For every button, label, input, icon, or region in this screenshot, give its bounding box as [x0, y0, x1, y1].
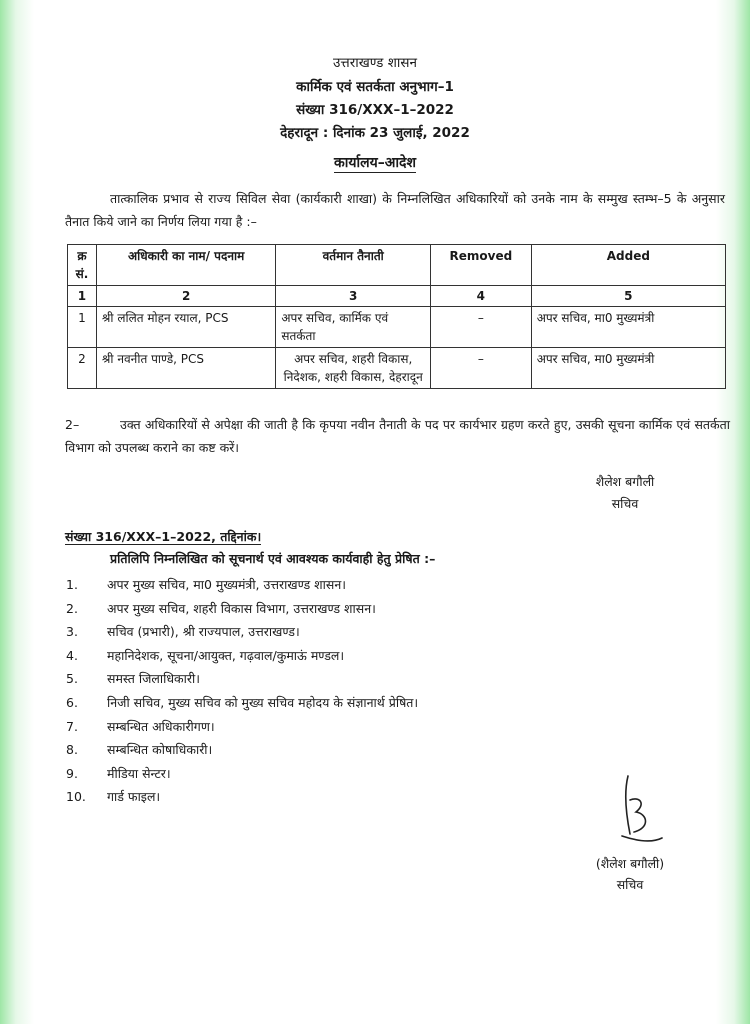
order-title: कार्यालय–आदेश [334, 155, 416, 171]
table-cell: – [431, 307, 532, 348]
list-item-text: निजी सचिव, मुख्य सचिव को मुख्य सचिव महोदय के संज्ञानार्थ प्रेषित। [107, 694, 419, 710]
list-item-text: गार्ड फाइल। [107, 789, 161, 805]
list-item-number: 6. [66, 694, 78, 710]
list-item-text: महानिदेशक, सूचना/आयुक्त, गढ़वाल/कुमाऊं मण्डल। [107, 647, 345, 663]
table-cell: अपर सचिव, मा0 मुख्यमंत्री [531, 307, 725, 348]
list-item-number: 5. [66, 671, 78, 687]
table-header-cell: वर्तमान तैनाती [276, 245, 431, 286]
table-cell: 1 [68, 307, 97, 348]
posting-table [67, 244, 726, 389]
list-item [66, 738, 418, 762]
table-header-cell: अधिकारी का नाम/ पदनाम [96, 245, 275, 286]
order-paragraph-1: तात्कालिक प्रभाव से राज्य सिविल सेवा (कार्यकारी शाखा) के निम्नलिखित अधिकारियों को उनके नाम के सम्मुख स्तम्भ–5 के अनुसार तैनात किये जाने का निर्णय लिया गया है :– [65, 191, 725, 229]
list-item-text: अपर मुख्य सचिव, मा0 मुख्यमंत्री, उत्तराखण्ड शासन। [107, 577, 347, 592]
signatory-designation: सचिव [616, 877, 644, 892]
signatory-designation: सचिव [611, 496, 639, 511]
list-item-text: सम्बन्धित कोषाधिकारी। [107, 742, 213, 758]
list-item-number: 9. [66, 765, 78, 781]
list-item-text: सम्बन्धित अधिकारीगण। [107, 718, 215, 734]
list-item [66, 691, 418, 715]
table-column-number-row [68, 286, 726, 307]
list-item [66, 597, 418, 621]
list-item [66, 620, 418, 644]
list-item [66, 785, 418, 809]
list-item-text: सचिव (प्रभारी), श्री राज्यपाल, उत्तराखण्ड। [107, 624, 300, 640]
table-cell: श्री ललित मोहन रयाल, PCS [96, 307, 275, 348]
header-government: उत्तराखण्ड शासन [332, 55, 417, 71]
list-item-number: 2. [66, 600, 78, 616]
table-cell: 2 [68, 348, 97, 389]
reference-number: संख्या 316/XXX–1–2022, तद्दिनांक। [65, 529, 262, 544]
list-item [66, 667, 418, 691]
list-item-number: 7. [66, 718, 78, 734]
table-cell: अपर सचिव, कार्मिक एवं सतर्कता [276, 307, 431, 348]
list-item-text: मीडिया सेन्टर। [107, 765, 171, 781]
list-item [66, 644, 418, 668]
list-item-number: 10. [66, 789, 86, 805]
column-number: 1 [68, 286, 97, 307]
header-date: देहरादून : दिनांक 23 जुलाई, 2022 [280, 125, 470, 141]
table-cell: अपर सचिव, शहरी विकास, निदेशक, शहरी विकास, देहरादून [276, 348, 431, 389]
paragraph-number: 2– [65, 417, 80, 432]
order-paragraph-2 [65, 413, 730, 459]
column-number: 4 [431, 286, 532, 307]
list-item-number: 3. [66, 624, 78, 640]
table-cell: अपर सचिव, मा0 मुख्यमंत्री [531, 348, 725, 389]
paragraph-text: उक्त अधिकारियों से अपेक्षा की जाती है कि कृपया नवीन तैनाती के पद पर कार्यभार ग्रहण करते हुए, उसकी सूचना कार्मिक एवं सतर्कता विभाग को उपलब्ध कराने का कष्ट करें। [65, 417, 730, 455]
copy-list [66, 573, 418, 809]
signatory-name-bracketed: (शैलेश बगौली) [595, 856, 665, 871]
document-page [20, 0, 730, 1024]
signatory-name: शैलेश बगौली [595, 474, 655, 489]
column-number: 2 [96, 286, 275, 307]
table-cell: – [431, 348, 532, 389]
list-item [66, 762, 418, 786]
list-item-number: 1. [66, 577, 78, 592]
table-header-cell: क्र सं. [68, 245, 97, 286]
list-item [66, 715, 418, 739]
header-number: संख्या 316/XXX–1–2022 [296, 102, 454, 118]
table-cell: श्री नवनीत पाण्डे, PCS [96, 348, 275, 389]
list-item-text: अपर मुख्य सचिव, शहरी विकास विभाग, उत्तराखण्ड शासन। [107, 600, 376, 616]
column-number: 5 [531, 286, 725, 307]
copy-intro: प्रतिलिपि निम्नलिखित को सूचनार्थ एवं आवश्यक कार्यवाही हेतु प्रेषित :– [110, 551, 436, 566]
list-item [66, 573, 418, 597]
header-section: कार्मिक एवं सतर्कता अनुभाग–1 [296, 79, 454, 95]
column-number: 3 [276, 286, 431, 307]
table-header-cell: Added [531, 245, 725, 286]
list-item-number: 4. [66, 647, 78, 663]
table-header-cell: Removed [431, 245, 532, 286]
table-row [68, 307, 726, 348]
handwritten-signature [610, 770, 670, 850]
list-item-text: समस्त जिलाधिकारी। [107, 671, 200, 687]
table-row [68, 348, 726, 389]
list-item-number: 8. [66, 742, 78, 758]
table-header-row [68, 245, 726, 286]
